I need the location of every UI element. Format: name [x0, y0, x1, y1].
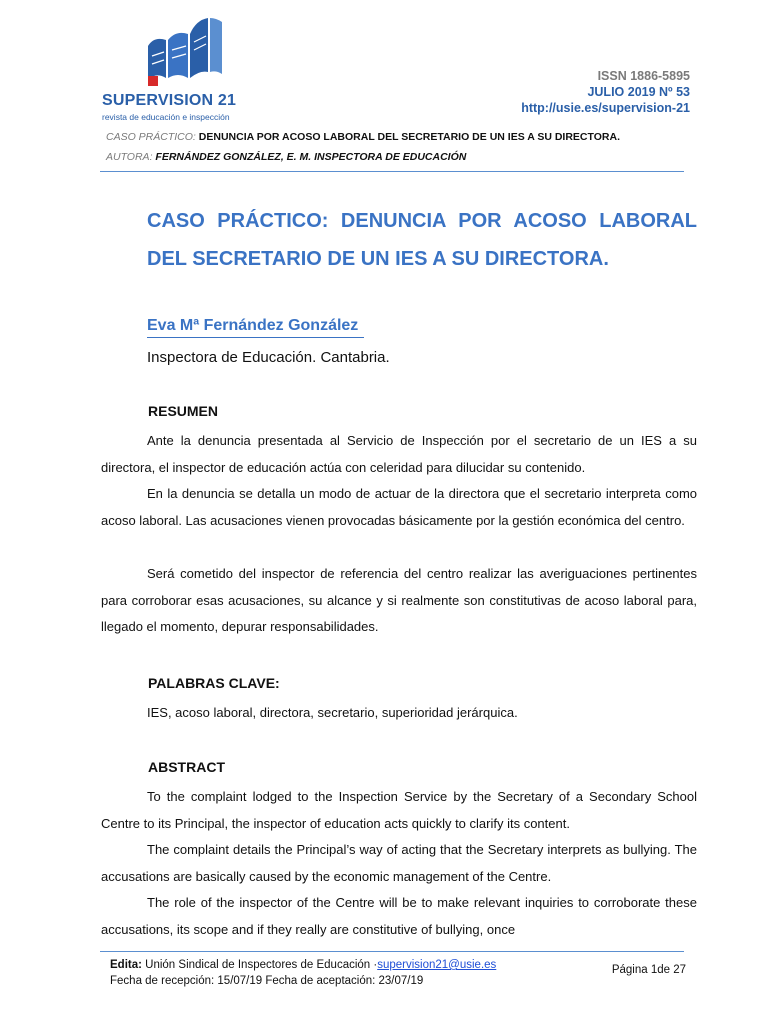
abstract-paragraph: The role of the inspector of the Centre will be to make relevant inquiries to corroborate these accusations, its scope and if they really are constitutive of bullying, once	[101, 895, 697, 937]
running-header-case	[106, 131, 620, 143]
running-header-author	[106, 151, 466, 163]
article-title: CASO PRÁCTICO: DENUNCIA POR ACOSO LABORAL DEL SECRETARIO DE UN IES A SU DIRECTORA.	[147, 210, 697, 270]
author-label: AUTORA:	[106, 151, 153, 163]
abstract-heading: ABSTRACT	[148, 759, 225, 775]
case-value: DENUNCIA POR ACOSO LABORAL DEL SECRETARIO DE UN IES A SU DIRECTORA.	[198, 131, 620, 143]
issn-block	[521, 68, 690, 116]
keywords: IES, acoso laboral, directora, secretario, superioridad jerárquica.	[147, 705, 518, 720]
author-affiliation: Inspectora de Educación. Cantabria.	[147, 349, 390, 366]
article-author: Eva Mª Fernández González	[147, 315, 364, 338]
resumen-paragraph: Ante la denuncia presentada al Servicio de Inspección por el secretario de un IES a su directora, el inspector de educación actúa con celeridad para dilucidar su contenido.	[101, 433, 697, 475]
logo-name: SUPERVISION 21	[102, 92, 237, 109]
issue-date: JULIO 2019 Nº 53	[587, 85, 690, 99]
logo-subtitle: revista de educación e inspección	[102, 112, 230, 122]
journal-url[interactable]: http://usie.es/supervision-21	[521, 101, 690, 115]
abstract-paragraph: The complaint details the Principal’s way of acting that the Secretary interprets as bullying. The accusations are basically caused by the economic management of the Centre.	[101, 842, 697, 884]
footer-dates: Fecha de recepción: 15/07/19 Fecha de aceptación: 23/07/19	[110, 975, 424, 987]
resumen-paragraph: Será cometido del inspector de referencia del centro realizar las averiguaciones pertinentes para corroborar esas acusaciones, su alcance y si realmente son constitutivas de acoso laboral para, llegado el momento, depurar responsabilidades.	[101, 566, 697, 634]
resumen-paragraph: En la denuncia se detalla un modo de actuar de la directora que el secretario interpreta como acoso laboral. Las acusaciones vienen provocadas básicamente por la gestión económica del centro.	[101, 486, 697, 528]
header-divider	[100, 171, 684, 172]
footer-divider	[100, 951, 684, 952]
case-label: CASO PRÁCTICO:	[106, 131, 196, 143]
email-link[interactable]: supervision21@usie.es	[377, 959, 497, 971]
journal-logo	[100, 16, 240, 120]
logo-red-square	[148, 76, 158, 86]
author-value: FERNÁNDEZ GONZÁLEZ, E. M. INSPECTORA DE EDUCACIÓN	[155, 151, 467, 163]
page-number: Página 1de 27	[611, 964, 686, 976]
abstract-paragraph: To the complaint lodged to the Inspection Service by the Secretary of a Secondary School Centre to its Principal, the inspector of education acts quickly to clarify its content.	[101, 789, 697, 831]
edita-label: Edita:	[110, 959, 142, 971]
issn: ISSN 1886-5895	[597, 69, 690, 83]
resumen-heading: RESUMEN	[148, 403, 219, 419]
edita-value: Unión Sindical de Inspectores de Educación ·	[145, 959, 378, 971]
footer-publisher	[110, 959, 496, 971]
keywords-heading: PALABRAS CLAVE:	[148, 675, 280, 691]
